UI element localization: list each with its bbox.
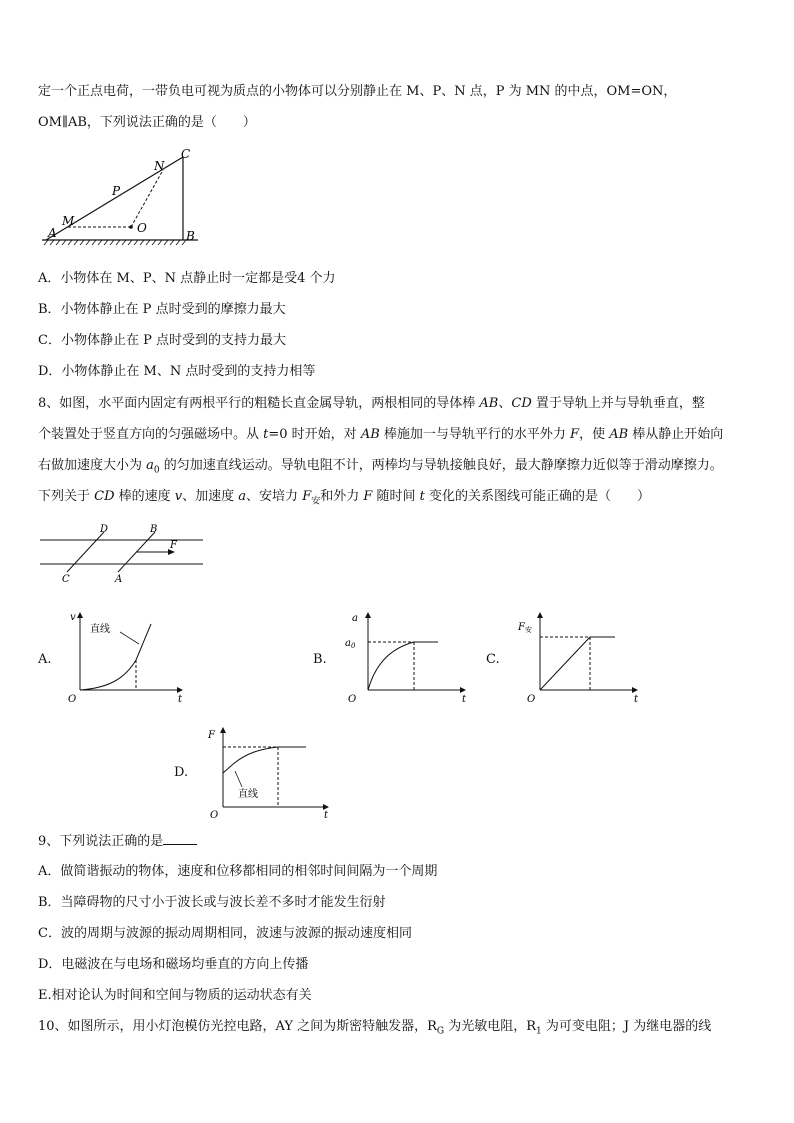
q7-intro-line-1: 定一个正点电荷，一带负电可视为质点的小物体可以分别静止在 M、P、N 点，P 为 MN 的中点，OM=ON， bbox=[38, 84, 677, 99]
graph-b-origin-label: O bbox=[348, 694, 357, 705]
graph-a-v-label: v bbox=[70, 612, 76, 623]
q8-option-d-label: D. bbox=[174, 765, 189, 780]
graph-d-origin-label: O bbox=[210, 810, 219, 821]
point-label-o: O bbox=[137, 221, 147, 235]
rod-label-a: A bbox=[115, 574, 123, 585]
q7-intro-line-2: OM∥AB，下列说法正确的是（ ） bbox=[38, 115, 256, 130]
q9-option-c: C．波的周期与波源的振动周期相同，波速与波源的振动速度相同 bbox=[38, 926, 412, 941]
q8-stem-line-2: 个装置处于竖直方向的匀强磁场中。从 t=0 时开始，对 AB 棒施加一与导轨平行的水平外力 F，使 AB 棒从静止开始向 bbox=[38, 427, 724, 442]
graph-a-origin-label: O bbox=[68, 694, 77, 705]
q7-option-d: D．小物体静止在 M、N 点时受到的支持力相等 bbox=[38, 364, 316, 379]
q8-stem-line-3: 右做加速度大小为 $a_0$ 的匀加速直线运动。导轨电阻不计，两棒均与导轨接触良好，最大静摩擦力近似等于滑动摩擦力。 bbox=[38, 458, 723, 476]
q7-option-a: A．小物体在 M、P、N 点静止时一定都是受4 个力 bbox=[38, 271, 336, 286]
q8-rails-figure bbox=[38, 520, 208, 585]
point-label-a: A bbox=[48, 226, 57, 240]
rod-label-d: D bbox=[100, 524, 109, 535]
q8-graph-d bbox=[198, 725, 333, 820]
graph-a-t-label: t bbox=[178, 694, 183, 705]
graph-b-a-label: a bbox=[352, 613, 358, 624]
q7-option-b: B．小物体静止在 P 点时受到的摩擦力最大 bbox=[38, 302, 286, 317]
graph-d-f-label: F bbox=[208, 730, 215, 741]
graph-a-straight-label: 直线 bbox=[90, 624, 110, 635]
q8-option-a-label: A. bbox=[38, 652, 52, 667]
q8-graph-c bbox=[515, 610, 645, 705]
q7-incline-figure bbox=[38, 145, 208, 250]
q8-stem-line-1: 8、如图，水平面内固定有两根平行的粗糙长直金属导轨，两根相同的导体棒 AB、CD 置于导轨上并与导轨垂直，整 bbox=[38, 396, 705, 411]
q9-option-d: D．电磁波在与电场和磁场均垂直的方向上传播 bbox=[38, 957, 309, 972]
q7-option-c: C．小物体静止在 P 点时受到的支持力最大 bbox=[38, 333, 286, 348]
q10-stem-line-1: 10、如图所示，用小灯泡模仿光控电路，AY 之间为斯密特触发器，$R_G$ 为光敏电阻，$R_1$ 为可变电阻；J 为继电器的线 bbox=[38, 1019, 712, 1037]
graph-c-t-label: t bbox=[634, 694, 639, 705]
graph-c-fan-label: $F_安$ bbox=[518, 622, 532, 634]
point-label-n: N bbox=[154, 159, 165, 173]
q9-answer-blank bbox=[163, 832, 197, 845]
point-label-b: B bbox=[186, 229, 195, 243]
q8-stem-line-4: 下列关于 CD 棒的速度 v、加速度 a、安培力 $F_安$和外力 F 随时间 t 变化的关系图线可能正确的是（ ） bbox=[38, 489, 651, 507]
q9-stem: 9、下列说法正确的是 bbox=[38, 832, 197, 851]
rod-label-c: C bbox=[62, 574, 70, 585]
q8-option-c-label: C. bbox=[486, 652, 500, 667]
point-label-m: M bbox=[62, 214, 75, 228]
q8-option-b-label: B. bbox=[313, 652, 327, 667]
rod-label-b: B bbox=[150, 524, 158, 535]
q8-graph-a bbox=[62, 610, 187, 705]
point-label-p: P bbox=[112, 184, 121, 198]
force-label-f: F bbox=[170, 540, 177, 551]
q8-graph-b bbox=[340, 610, 470, 705]
q9-option-a: A．做简谐振动的物体，速度和位移都相同的相邻时间间隔为一个周期 bbox=[38, 864, 438, 879]
graph-b-t-label: t bbox=[462, 694, 467, 705]
graph-c-origin-label: O bbox=[527, 694, 536, 705]
graph-b-a0-label: $a_0$ bbox=[345, 638, 356, 650]
graph-d-straight-label: 直线 bbox=[238, 789, 258, 800]
point-label-c: C bbox=[181, 147, 191, 161]
q9-option-e: E.相对论认为时间和空间与物质的运动状态有关 bbox=[38, 988, 312, 1003]
q9-option-b: B．当障碍物的尺寸小于波长或与波长差不多时才能发生衍射 bbox=[38, 895, 386, 910]
graph-d-t-label: t bbox=[324, 810, 329, 821]
